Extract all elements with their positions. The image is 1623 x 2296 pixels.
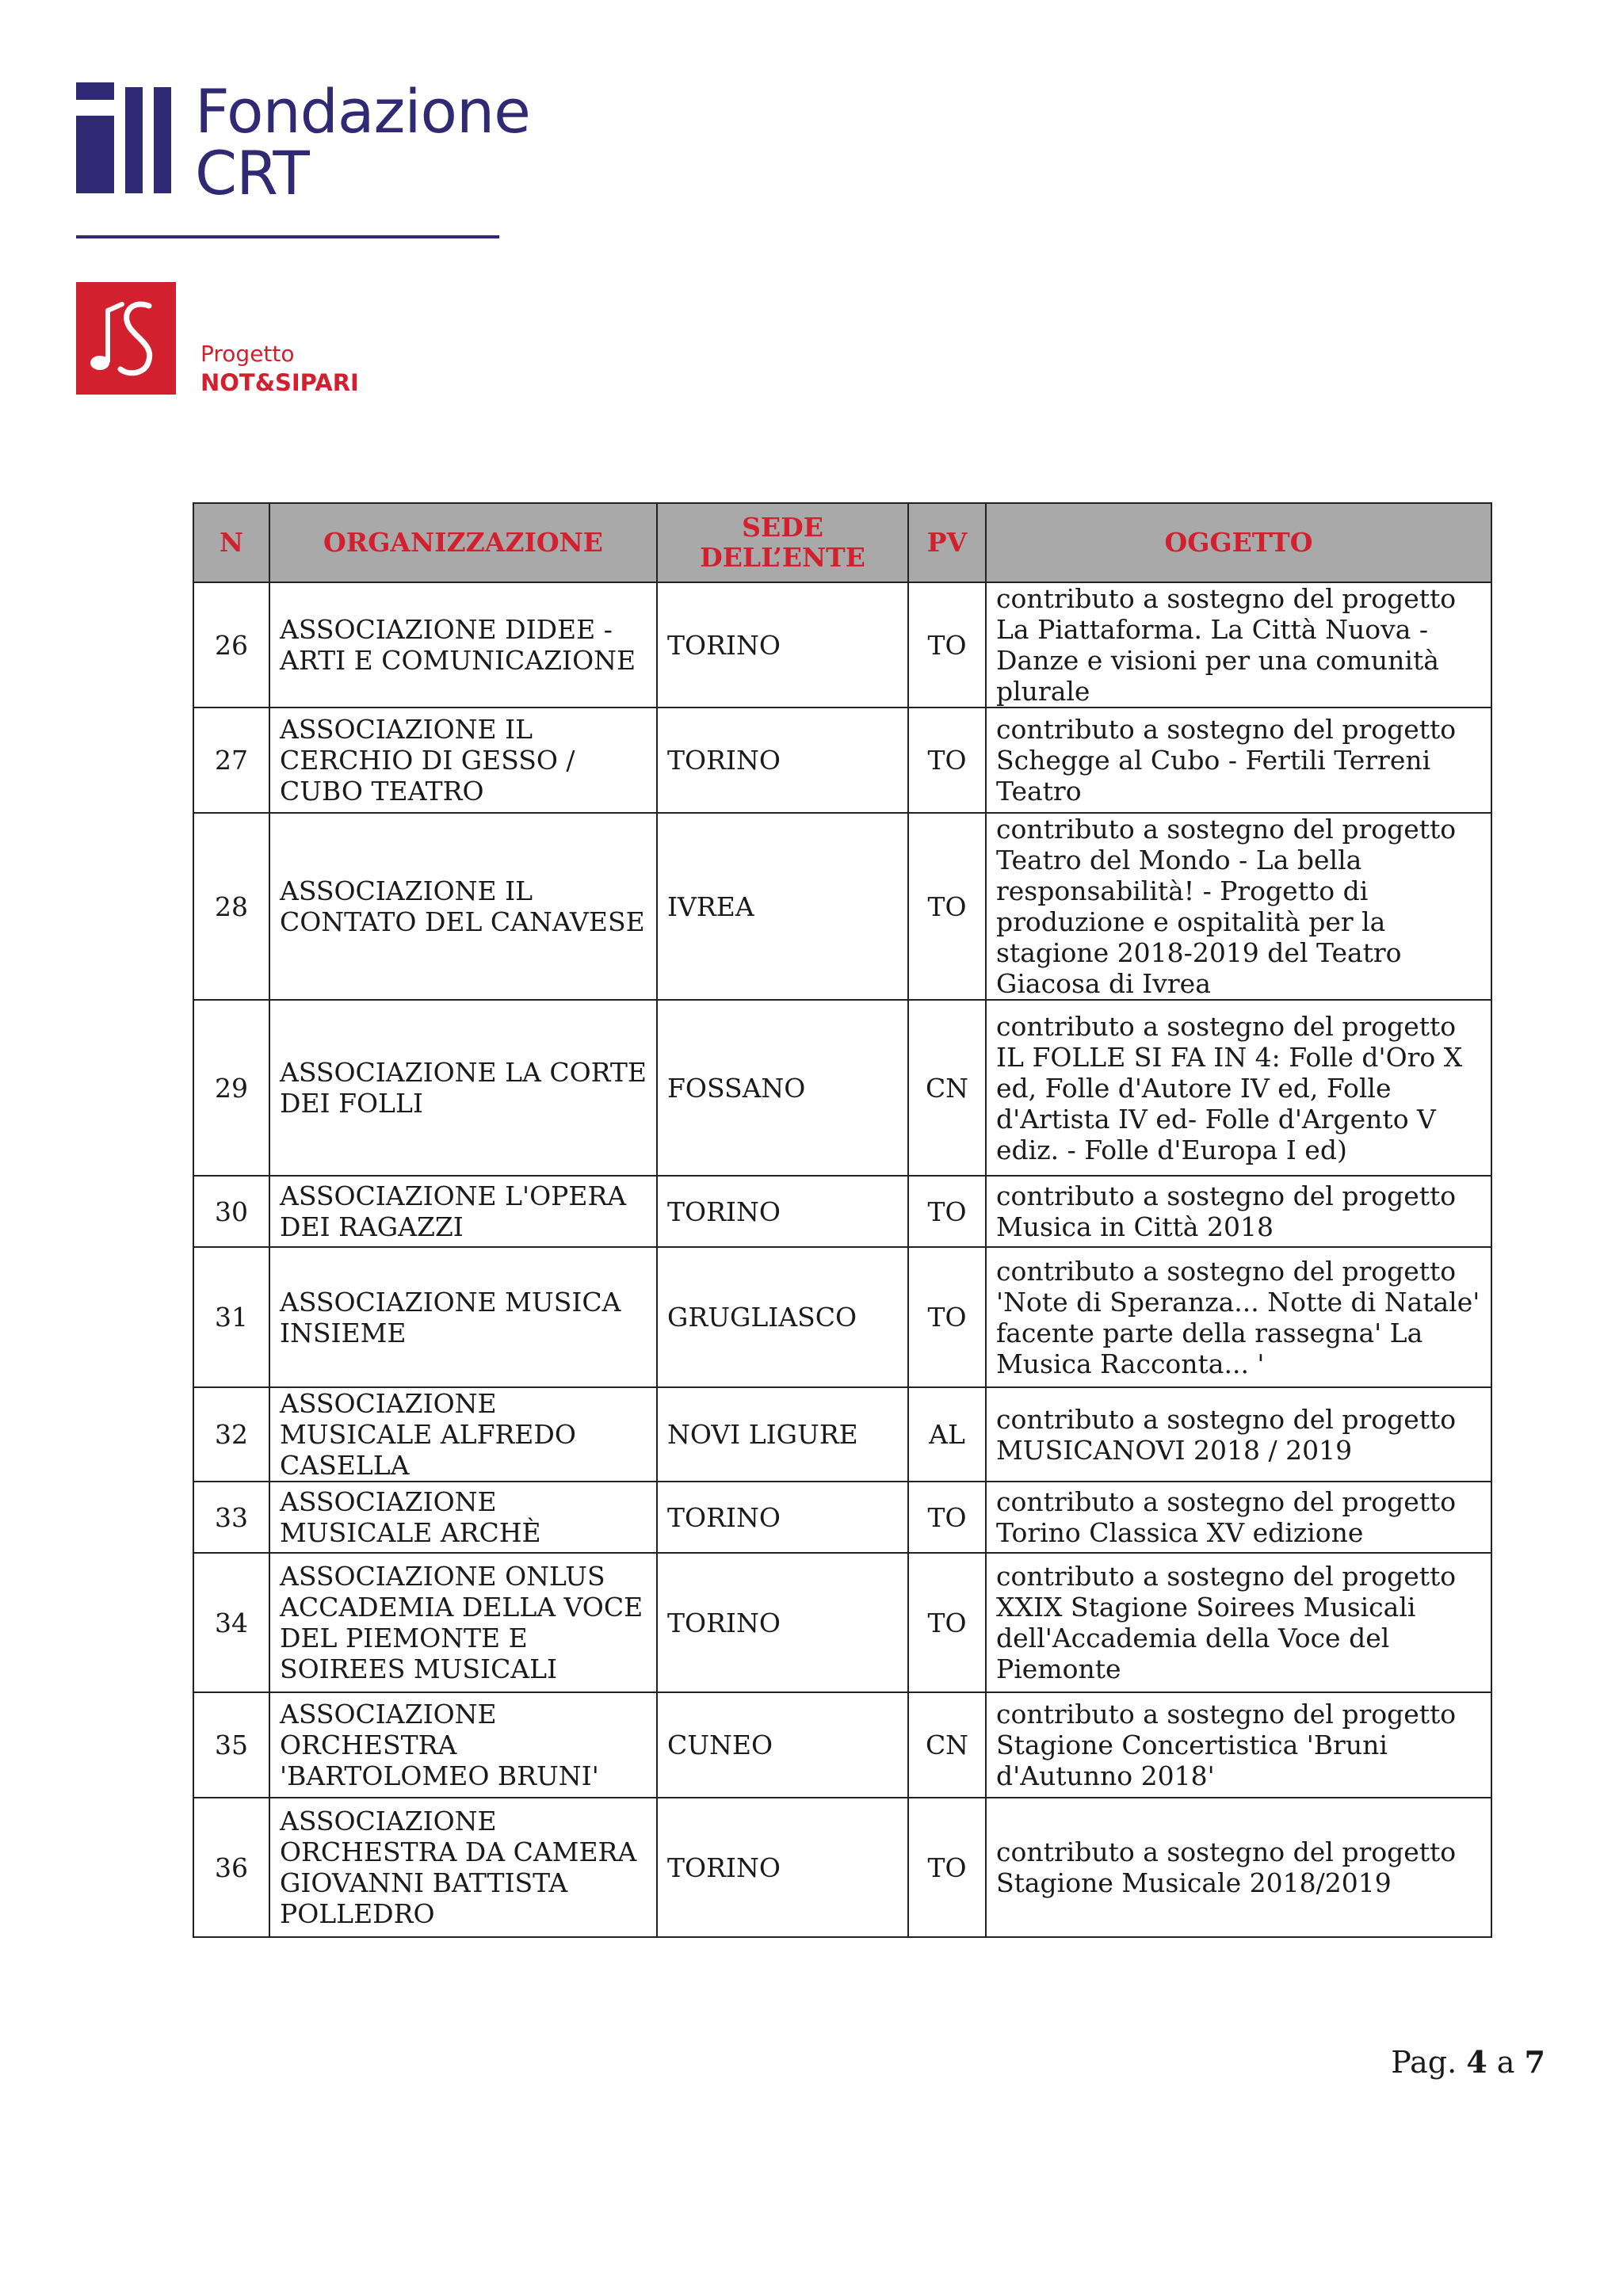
cell-organizzazione: ASSOCIAZIONE MUSICA INSIEME <box>269 1247 657 1387</box>
cell-oggetto: contributo a sostegno del progetto Musica in Città 2018 <box>986 1176 1491 1247</box>
cell-n: 29 <box>193 1000 269 1176</box>
table-row <box>193 582 1491 707</box>
column-header-n: N <box>193 503 269 582</box>
cell-sede: TORINO <box>657 1176 908 1247</box>
cell-n: 36 <box>193 1798 269 1937</box>
page-separator: a <box>1496 2045 1515 2080</box>
cell-organizzazione: ASSOCIAZIONE ORCHESTRA DA CAMERA GIOVANNI BATTISTA POLLEDRO <box>269 1798 657 1937</box>
cell-pv: TO <box>908 1247 986 1387</box>
cell-pv: TO <box>908 1798 986 1937</box>
cell-oggetto: contributo a sostegno del progetto Schegge al Cubo - Fertili Terreni Teatro <box>986 707 1491 813</box>
cell-oggetto: contributo a sostegno del progetto XXIX Stagione Soirees Musicali dell'Accademia della Voce del Piemonte <box>986 1553 1491 1692</box>
table-row <box>193 1176 1491 1247</box>
cell-organizzazione: ASSOCIAZIONE LA CORTE DEI FOLLI <box>269 1000 657 1176</box>
grants-table <box>193 502 1492 1938</box>
cell-pv: TO <box>908 1482 986 1553</box>
project-name: NOT&SIPARI <box>200 369 359 396</box>
table-row <box>193 813 1491 1000</box>
cell-sede: TORINO <box>657 707 908 813</box>
table-row <box>193 1692 1491 1798</box>
table-row <box>193 1798 1491 1937</box>
cell-n: 35 <box>193 1692 269 1798</box>
page-total: 7 <box>1524 2044 1545 2080</box>
cell-sede: GRUGLIASCO <box>657 1247 908 1387</box>
cell-oggetto: contributo a sostegno del progetto La Piattaforma. La Città Nuova - Danze e visioni per una comunità plurale <box>986 582 1491 707</box>
cell-pv: TO <box>908 1553 986 1692</box>
cell-pv: CN <box>908 1692 986 1798</box>
project-label: Progetto <box>200 341 295 367</box>
cell-organizzazione: ASSOCIAZIONE MUSICALE ALFREDO CASELLA <box>269 1387 657 1482</box>
cell-organizzazione: ASSOCIAZIONE ONLUS ACCADEMIA DELLA VOCE DEL PIEMONTE E SOIREES MUSICALI <box>269 1553 657 1692</box>
cell-pv: TO <box>908 1176 986 1247</box>
cell-sede: TORINO <box>657 1798 908 1937</box>
cell-sede: CUNEO <box>657 1692 908 1798</box>
page-prefix: Pag. <box>1391 2045 1457 2080</box>
table-row <box>193 1553 1491 1692</box>
table-row <box>193 1000 1491 1176</box>
cell-oggetto: contributo a sostegno del progetto 'Note di Speranza... Notte di Natale' facente parte della rassegna' La Musica Racconta... ' <box>986 1247 1491 1387</box>
cell-sede: TORINO <box>657 582 908 707</box>
cell-sede: IVREA <box>657 813 908 1000</box>
fondazione-crt-wordmark <box>195 76 530 208</box>
cell-sede: TORINO <box>657 1482 908 1553</box>
cell-sede: TORINO <box>657 1553 908 1692</box>
cell-pv: CN <box>908 1000 986 1176</box>
header-divider <box>76 235 499 238</box>
cell-sede: NOVI LIGURE <box>657 1387 908 1482</box>
fondazione-crt-mark-icon <box>76 82 176 193</box>
fondazione-crt-logo <box>76 76 530 241</box>
cell-pv: TO <box>908 707 986 813</box>
column-header-oggetto: OGGETTO <box>986 503 1491 582</box>
cell-oggetto: contributo a sostegno del progetto IL FOLLE SI FA IN 4: Folle d'Oro X ed, Folle d'Autore IV ed, Folle d'Artista IV ed- Folle d'Argento V ediz. - Folle d'Europa I ed) <box>986 1000 1491 1176</box>
cell-n: 32 <box>193 1387 269 1482</box>
table-row <box>193 1387 1491 1482</box>
table-row <box>193 1482 1491 1553</box>
cell-n: 31 <box>193 1247 269 1387</box>
cell-oggetto: contributo a sostegno del progetto Stagione Musicale 2018/2019 <box>986 1798 1491 1937</box>
cell-pv: AL <box>908 1387 986 1482</box>
cell-organizzazione: ASSOCIAZIONE ORCHESTRA 'BARTOLOMEO BRUNI' <box>269 1692 657 1798</box>
cell-oggetto: contributo a sostegno del progetto Torino Classica XV edizione <box>986 1482 1491 1553</box>
cell-organizzazione: ASSOCIAZIONE IL CERCHIO DI GESSO / CUBO TEATRO <box>269 707 657 813</box>
table-row <box>193 1247 1491 1387</box>
column-header-pv: PV <box>908 503 986 582</box>
cell-organizzazione: ASSOCIAZIONE L'OPERA DEI RAGAZZI <box>269 1176 657 1247</box>
cell-n: 26 <box>193 582 269 707</box>
cell-oggetto: contributo a sostegno del progetto MUSICANOVI 2018 / 2019 <box>986 1387 1491 1482</box>
cell-n: 30 <box>193 1176 269 1247</box>
cell-organizzazione: ASSOCIAZIONE IL CONTATO DEL CANAVESE <box>269 813 657 1000</box>
cell-n: 27 <box>193 707 269 813</box>
crt-logo-line1: Fondazione <box>195 76 530 147</box>
cell-organizzazione: ASSOCIAZIONE DIDEE - ARTI E COMUNICAZIONE <box>269 582 657 707</box>
cell-n: 33 <box>193 1482 269 1553</box>
table-row <box>193 707 1491 813</box>
cell-organizzazione: ASSOCIAZIONE MUSICALE ARCHÈ <box>269 1482 657 1553</box>
not-sipari-logo <box>76 282 393 401</box>
column-header-organizzazione: ORGANIZZAZIONE <box>269 503 657 582</box>
cell-sede: FOSSANO <box>657 1000 908 1176</box>
cell-pv: TO <box>908 813 986 1000</box>
cell-n: 28 <box>193 813 269 1000</box>
cell-n: 34 <box>193 1553 269 1692</box>
cell-pv: TO <box>908 582 986 707</box>
music-note-icon <box>76 282 176 395</box>
page-current: 4 <box>1466 2044 1487 2080</box>
table-header-row <box>193 503 1491 582</box>
page-number <box>1391 2044 1545 2080</box>
column-header-sede: SEDE DELL’ENTE <box>657 503 908 582</box>
crt-logo-line2: CRT <box>195 138 309 208</box>
cell-oggetto: contributo a sostegno del progetto Teatro del Mondo - La bella responsabilità! - Progetto di produzione e ospitalità per la stagione 2018-2019 del Teatro Giacosa di Ivrea <box>986 813 1491 1000</box>
cell-oggetto: contributo a sostegno del progetto Stagione Concertistica 'Bruni d'Autunno 2018' <box>986 1692 1491 1798</box>
